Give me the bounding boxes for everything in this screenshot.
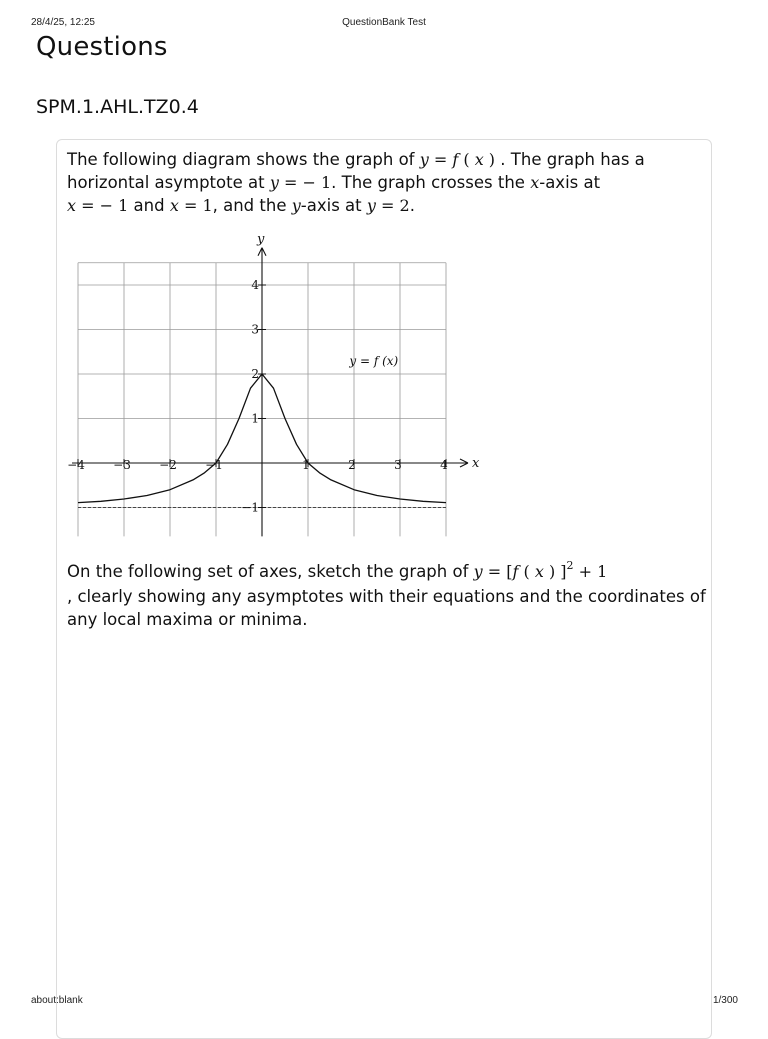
print-footer <box>0 995 768 1009</box>
x-tick-label: 1 <box>302 458 310 472</box>
y-tick-label: 1 <box>251 411 259 426</box>
x-tick-label: −4 <box>67 458 85 472</box>
x-tick-label: 3 <box>394 458 402 472</box>
x-tick-label: 2 <box>348 458 356 472</box>
x-axis-label: x <box>472 456 480 471</box>
question-intro: The following diagram shows the graph of y = f ( x ) . The graph has a horizontal asymptote at y = − 1. The graph crosses the x-axis at x = − 1 and x = 1, and the y-axis at y = 2. <box>67 150 645 215</box>
y-axis-label: y <box>257 231 265 247</box>
curve-label: y = f (x) <box>349 354 399 369</box>
y-tick-label: 4 <box>251 278 259 292</box>
question-id: SPM.1.AHL.TZ0.4 <box>36 96 199 118</box>
question-task: On the following set of axes, sketch the graph of y = [f ( x ) ]$^2$ + 1 , clearly showing any asymptotes with their equations and the coordinates of any local maxima or minima. <box>67 559 706 629</box>
y-tick-label: 2 <box>251 367 259 381</box>
page-title: Questions <box>36 32 168 62</box>
print-date: 28/4/25, 12:25 <box>31 17 95 28</box>
question-card <box>56 139 712 1039</box>
print-title: QuestionBank Test <box>342 17 426 28</box>
x-tick-label: −2 <box>159 458 177 472</box>
print-url: about:blank <box>31 995 83 1006</box>
y-tick-label: −1 <box>241 500 259 515</box>
print-page-number: 1/300 <box>712 995 738 1006</box>
print-header <box>0 17 768 31</box>
x-tick-label: −1 <box>205 458 223 472</box>
x-tick-label: −3 <box>113 458 131 472</box>
function-graph <box>67 231 495 539</box>
y-tick-label: 3 <box>251 322 259 337</box>
x-tick-label: 4 <box>440 458 448 472</box>
